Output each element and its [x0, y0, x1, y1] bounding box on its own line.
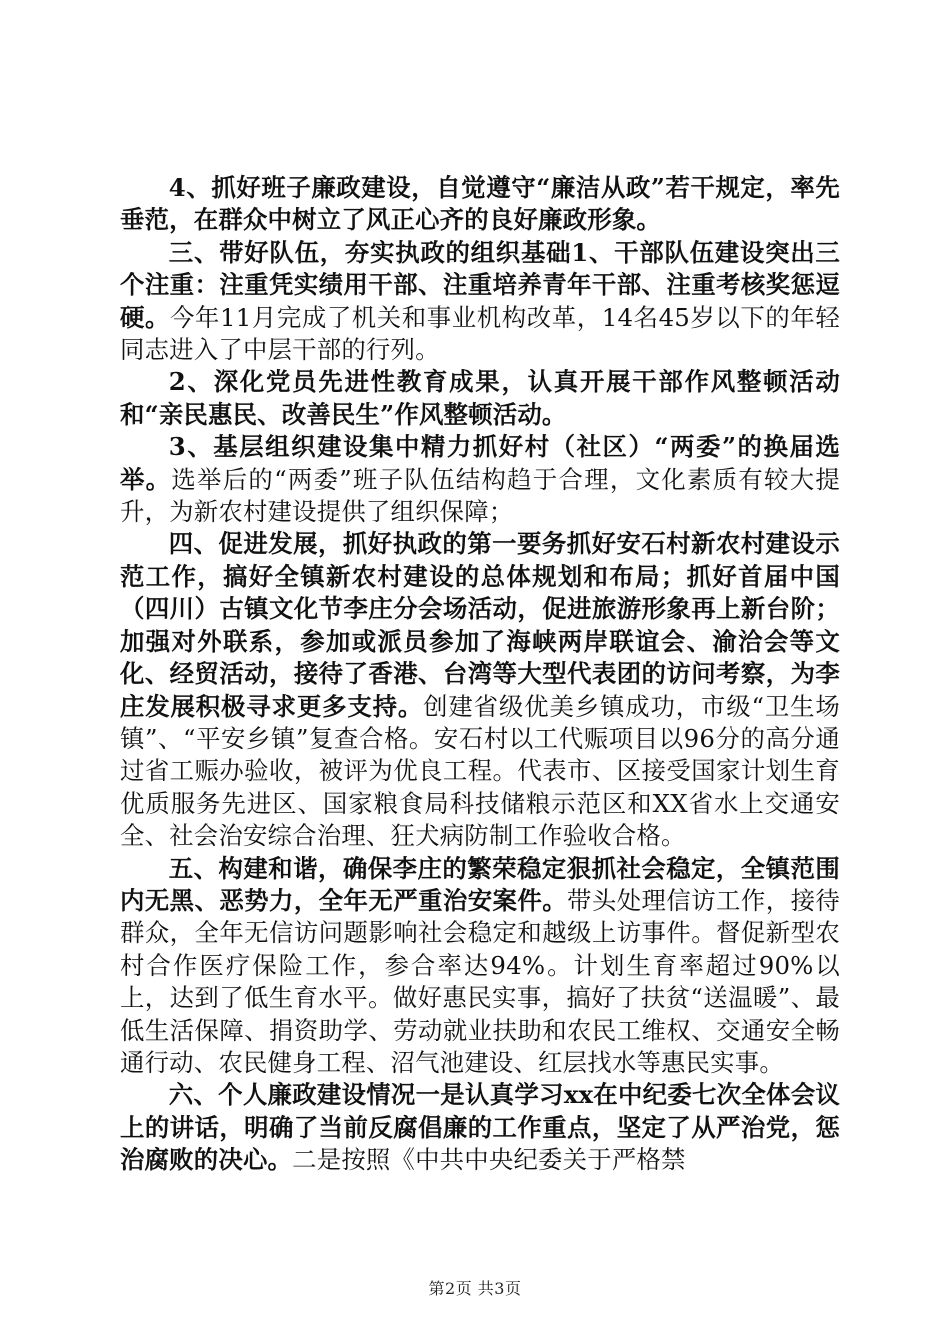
paragraph-5-normal: 创建省级优美乡镇成功，市级“卫生场镇”、“平安乡镇”复查合格。安石村以工代赈项目以96分的高分通过省工赈办验收，被评为优良工程。代表市、区接受国家计划生育优质服务先进区、国家粮食局科技储粮示范区和XX省水上交通安全、社会治安综合治理、狂犬病防制工作验收合格。 [120, 691, 840, 851]
paragraph-1-bold: 4、抓好班子廉政建设，自觉遵守“廉洁从政”若干规定，率先垂范，在群众中树立了风正心齐的良好廉政形象。 [120, 173, 840, 235]
paragraph-4-bold: 3、基层组织建设集中精力抓好村（社区）“两委”的换届选举。 [120, 432, 840, 494]
paragraph-6 [120, 853, 840, 1080]
paragraph-6-normal: 带头处理信访工作，接待群众，全年无信访问题影响社会稳定和越级上访事件。督促新型农村合作医疗保险工作，参合率达94%。计划生育率超过90%以上，达到了低生育水平。做好惠民实事，搞好了扶贫“送温暖”、最低生活保障、捐资助学、劳动就业扶助和农民工维权、交通安全畅通行动、农民健身工程、沼气池建设、红层找水等惠民实事。 [120, 885, 840, 1077]
paragraph-4-normal: 选举后的“两委”班子队伍结构趋于合理，文化素质有较大提升，为新农村建设提供了组织保障； [120, 464, 840, 527]
paragraph-6-bold: 五、构建和谐，确保李庄的繁荣稳定狠抓社会稳定，全镇范围内无黑、恶势力，全年无严重治安案件。 [120, 853, 840, 915]
paragraph-3-bold: 2、深化党员先进性教育成果，认真开展干部作风整顿活动和“亲民惠民、改善民生”作风整顿活动。 [120, 367, 840, 429]
paragraph-7-normal: 二是按照《中共中央纪委关于严格禁 [292, 1145, 686, 1175]
paragraph-7 [120, 1079, 840, 1176]
paragraph-4 [120, 431, 840, 528]
paragraph-2 [120, 237, 840, 367]
paragraph-7-bold: 六、个人廉政建设情况一是认真学习xx在中纪委七次全体会议上的讲话，明确了当前反腐倡廉的工作重点，坚定了从严治党，惩治腐败的决心。 [120, 1080, 840, 1175]
document-body [120, 172, 840, 1177]
paragraph-5 [120, 528, 840, 852]
paragraph-3 [120, 366, 840, 431]
paragraph-1 [120, 172, 840, 237]
page-footer: 第2页 共3页 [428, 1279, 522, 1298]
paragraph-2-normal: 今年11月完成了机关和事业机构改革，14名45岁以下的年轻同志进入了中层干部的行列。 [120, 302, 840, 365]
paragraph-2-bold: 三、带好队伍，夯实执政的组织基础1、干部队伍建设突出三个注重：注重凭实绩用干部、注重培养青年干部、注重考核奖惩逗硬。 [120, 237, 840, 332]
paragraph-5-bold: 四、促进发展，抓好执政的第一要务抓好安石村新农村建设示范工作，搞好全镇新农村建设的总体规划和布局；抓好首届中国（四川）古镇文化节李庄分会场活动，促进旅游形象再上新台阶；加强对外联系，参加或派员参加了海峡两岸联谊会、渝洽会等文化、经贸活动，接待了香港、台湾等大型代表团的访问考察，为李庄发展积极寻求更多支持。 [120, 529, 840, 721]
